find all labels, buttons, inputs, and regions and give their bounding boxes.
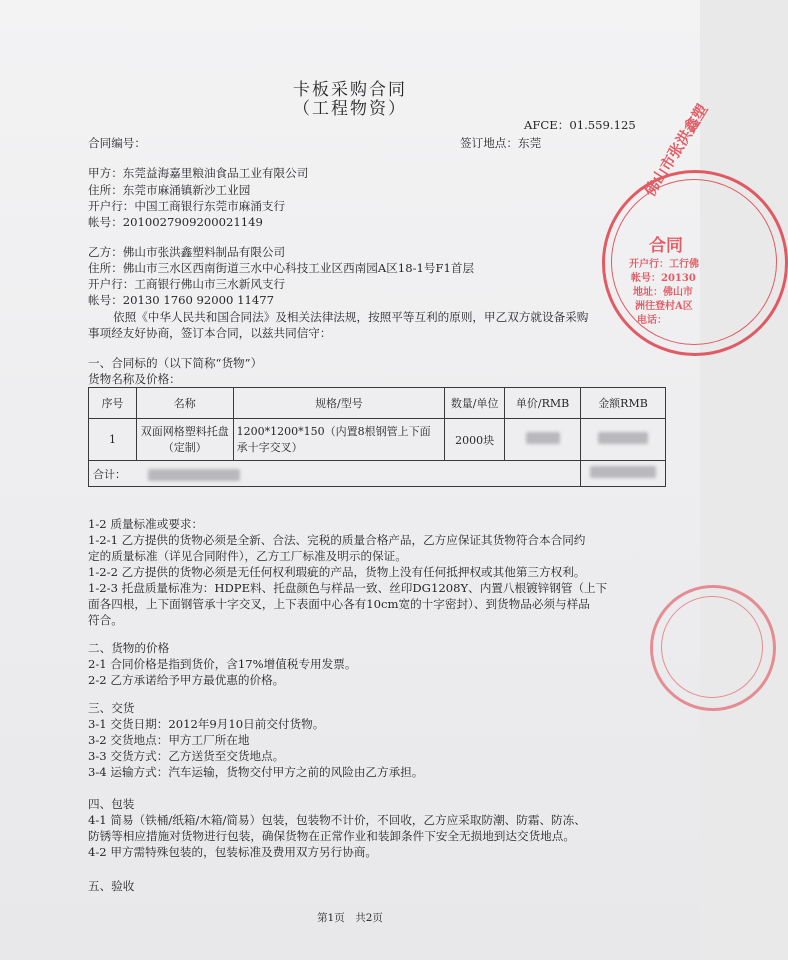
clause-2-1: 2-1 合同价格是指到货价，含17%增值税专用发票。 [88,657,357,671]
table-header-row [89,388,666,419]
clause-1-2-3-line-3: 符合。 [88,613,123,627]
cell-qty: 2000块 [445,419,505,461]
clause-2-2: 2-2 乙方承诺给予甲方最优惠的价格。 [88,673,285,687]
seal-arc-text: 佛山市张洪鑫塑 [640,101,712,200]
sign-place: 签订地点：东莞 [460,136,542,150]
col-header-qty: 数量/单位 [445,388,505,419]
clause-4-2: 4-2 甲方需特殊包装的，包装标准及费用双方另行协商。 [88,845,378,859]
intro-line-2: 事项经友好协商，签订本合同，以兹共同信守： [88,326,332,340]
cell-total-redacted [581,461,666,487]
clause-3-3: 3-3 交货方式：乙方送货至交货地点。 [88,749,285,763]
section-5-title: 五、验收 [88,879,135,893]
col-header-name: 名称 [136,388,233,419]
section-2-title: 二、货物的价格 [88,641,170,655]
clause-1-2-3-line-1: 1-2-3 托盘质量标准为：HDPE料、托盘颜色与样品一致、丝印DG1208Y、内置八根镀锌钢管（上下 [88,581,608,595]
party-a-bank: 开户行：中国工商银行东莞市麻涌支行 [88,199,286,213]
cell-spec: 1200*1200*150（内置8根钢管上下面承十字交叉） [233,419,445,461]
party-a-name: 甲方：东莞益海嘉里粮油食品工业有限公司 [88,166,309,180]
table-total-row [89,461,666,487]
clause-4-1-line-2: 防锈等相应措施对货物进行包装，确保货物在正常作业和装卸条件下安全无损地到达交货地点。 [88,829,575,843]
seal-line-3: 地址：佛山市 [633,287,693,298]
party-b-address: 住所：佛山市三水区西南街道三水中心科技工业区西南园A区18-1号F1首层 [88,261,475,275]
party-a-address: 住所：东莞市麻涌镇新沙工业园 [88,183,251,197]
table-row [89,419,666,461]
total-cell [89,461,581,487]
goods-label: 货物名称及价格： [88,372,181,386]
clause-3-1: 3-1 交货日期：2012年9月10日前交付货物。 [88,717,325,731]
col-header-index: 序号 [89,388,137,419]
seal-center-text: 合同 [649,236,683,256]
col-header-amount: 金额RMB [581,388,666,419]
party-b-bank: 开户行：工商银行佛山市三水新风支行 [88,277,286,291]
cell-index: 1 [89,419,137,461]
col-header-unit-price: 单价/RMB [505,388,581,419]
page-footer: 第1页 共2页 [317,912,383,924]
party-a-account: 帐号：2010027909200021149 [88,215,263,229]
clause-1-2-2: 1-2-2 乙方提供的货物必须是无任何权利瑕疵的产品，货物上没有任何抵押权或其他第三方权利。 [88,565,586,579]
cell-amount-redacted [581,419,666,461]
redacted-block [598,432,648,444]
seal-stamp-secondary [650,585,776,711]
section-3-title: 三、交货 [88,701,135,715]
intro-line-1: 依照《中华人民共和国合同法》及相关法律法规，按照平等互利的原则，甲乙双方就设备采购 [113,310,589,324]
total-label: 合计： [93,467,126,481]
document-subtitle: （工程物资） [293,99,407,119]
company-seal-stamp [602,101,788,356]
section-4-title: 四、包装 [88,797,135,811]
clause-1-2-1-line-2: 定的质量标准（详见合同附件），乙方工厂标准及明示的保证。 [88,549,407,563]
afce-code: AFCE：01.559.125 [524,118,636,132]
redacted-block [148,469,240,481]
party-b-name: 乙方：佛山市张洪鑫塑料制品有限公司 [88,245,286,259]
col-header-spec: 规格/型号 [233,388,445,419]
section-1-2-title: 1-2 质量标准或要求： [88,517,204,531]
cell-name: 双面网格塑料托盘（定制） [136,419,233,461]
cell-unit-price-redacted [505,419,581,461]
clause-1-2-1-line-1: 1-2-1 乙方提供的货物必须是全新、合法、完税的质量合格产品，乙方应保证其货物符合本合同约 [88,533,586,547]
goods-table [88,387,666,487]
clause-4-1-line-1: 4-1 简易（铁桶/纸箱/木箱/简易）包装，包装物不计价，不回收，乙方应采取防潮、防霜、防冻、 [88,813,586,827]
seal-line-5: 电话： [637,315,667,326]
clause-3-2: 3-2 交货地点：甲方工厂所在地 [88,733,250,747]
seal-line-2: 帐号：20130 [631,273,696,284]
party-b-account: 帐号：20130 1760 92000 11477 [88,293,274,307]
clause-1-2-3-line-2: 面各四根，上下面钢管承十字交叉，上下表面中心各有10cm宽的十字密封）、到货物品必须与样品 [88,597,590,611]
document-title: 卡板采购合同 [293,80,407,100]
redacted-block [526,432,560,444]
contract-number-label: 合同编号： [88,136,146,150]
clause-3-4: 3-4 运输方式：汽车运输，货物交付甲方之前的风险由乙方承担。 [88,765,424,779]
redacted-block [590,466,656,478]
section-1-title: 一、合同标的（以下简称“货物”） [88,356,263,370]
seal-line-1: 开户行：工行佛 [629,259,699,270]
seal-line-4: 洲往登村A区 [635,301,693,312]
